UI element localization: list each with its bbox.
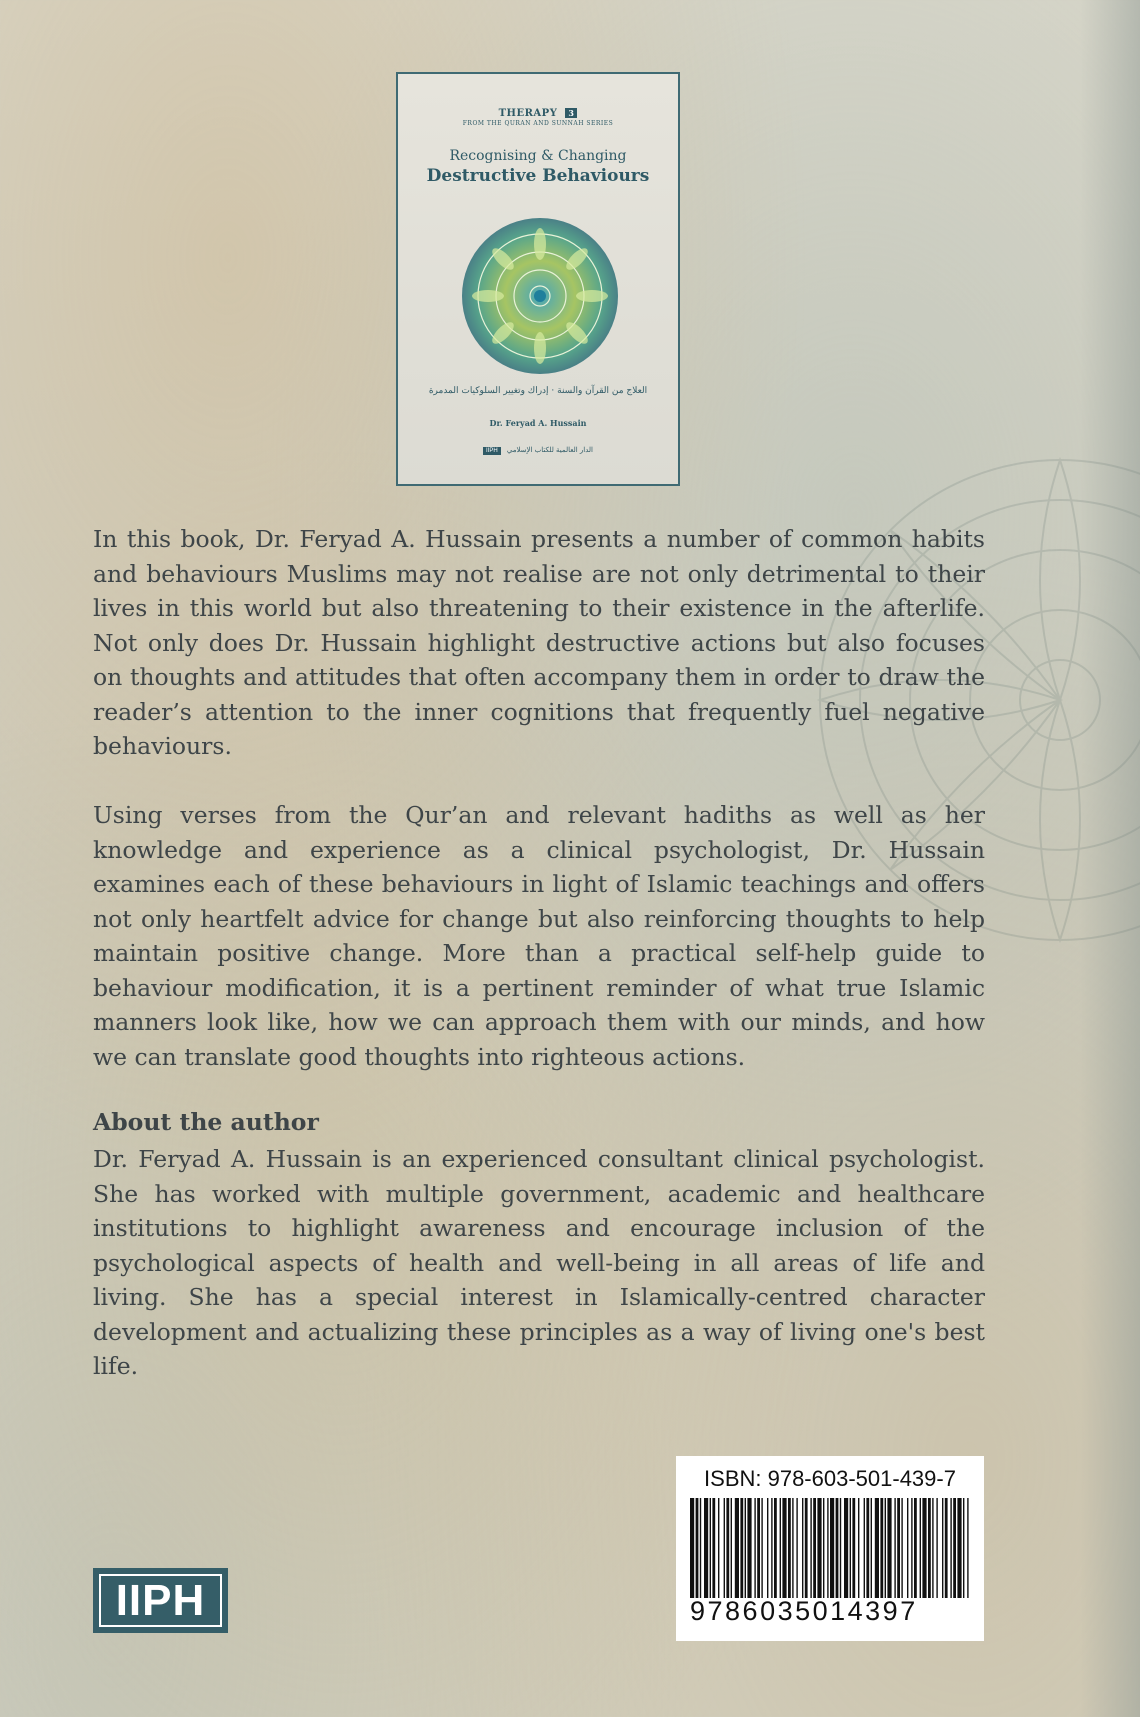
about-author-text: Dr. Feryad A. Hussain is an experienced consultant clinical psychologist. She has worked with multiple government, academic and healthcare institutions to highlight awareness and encourage inclusion of the psychological aspects of health and well-being in all areas of life and living. She has a special interest in Islamically-centred character development and actualizing these principles as a way of living one's best life. (93, 1145, 985, 1380)
barcode-bar (747, 1498, 751, 1598)
barcode-bar (788, 1498, 791, 1598)
barcode-bar (767, 1498, 768, 1598)
barcode-bar (718, 1498, 719, 1598)
barcode-bar (836, 1498, 839, 1598)
barcode-bar (932, 1498, 933, 1598)
barcode-bar (901, 1498, 902, 1598)
barcode-bar (813, 1498, 816, 1598)
barcode-bar (710, 1498, 711, 1598)
description-paragraph-1: In this book, Dr. Feryad A. Hussain presents a number of common habits and behaviours Muslims may not realise are not only detrimental to their lives in this world but also threatening to their existence in the afterlife. Not only does Dr. Hussain highlight destructive actions but also focuses on thoughts and attitudes that often accompany them in order to draw the reader’s attention to the inner cognitions that frequently fuel negative behaviours. (93, 525, 985, 760)
barcode-bar (724, 1498, 725, 1598)
barcode-bar (817, 1498, 821, 1598)
barcode-bar (745, 1498, 746, 1598)
barcode-bar (858, 1498, 859, 1598)
barcode-bar (871, 1498, 872, 1598)
barcode-bar (844, 1498, 848, 1598)
barcode-icon (690, 1498, 970, 1598)
barcode-bar (754, 1498, 755, 1598)
isbn-barcode-box (676, 1456, 984, 1641)
barcode-bar (866, 1498, 869, 1598)
barcode-bar (712, 1498, 715, 1598)
barcode-bar (963, 1498, 964, 1598)
barcode-bar (802, 1498, 803, 1598)
barcode-bar (810, 1498, 811, 1598)
barcode-bar (911, 1498, 912, 1598)
cover-arabic-title: العلاج من القرآن والسنة · إدراك وتغيير السلوكيات المدمرة (428, 386, 648, 396)
barcode-bar (796, 1498, 797, 1598)
barcode-bar (740, 1498, 743, 1598)
barcode-bar (805, 1498, 808, 1598)
barcode-bar (757, 1498, 760, 1598)
barcode-bar (864, 1498, 865, 1598)
cover-author: Dr. Feryad A. Hussain (489, 418, 587, 428)
barcode-bar (774, 1498, 777, 1598)
front-cover-thumbnail (396, 72, 680, 486)
description-paragraph-2: Using verses from the Qur’an and relevant hadiths as well as her knowledge and experience as a clinical psychologist, Dr. Hussain examines each of these behaviours in light of Islamic teachings and offers not only heartfelt advice for change but also reinforcing thoughts to help maintain positive change. More than a practical self-help guide to behaviour modification, it is a pertinent reminder of what true Islamic manners look like, how we can approach them with our minds, and how we can translate good thoughts into righteous actions. (93, 801, 985, 1071)
barcode-bar (830, 1498, 834, 1598)
cover-series-number: 3 (565, 108, 577, 118)
barcode-bar (735, 1498, 739, 1598)
barcode-bar (957, 1498, 961, 1598)
barcode-bar (880, 1498, 883, 1598)
barcode-bar (726, 1498, 729, 1598)
barcode-digits: 9786035014397 (690, 1596, 918, 1626)
barcode-bar (942, 1498, 943, 1598)
barcode-bar (950, 1498, 951, 1598)
barcode-bar (700, 1498, 701, 1598)
about-author-heading: About the author (93, 1108, 319, 1136)
isbn-label: ISBN: 978-603-501-439-7 (704, 1466, 956, 1491)
barcode-bar (850, 1498, 851, 1598)
barcode-bar (928, 1498, 931, 1598)
barcode-bar (840, 1498, 841, 1598)
barcode-bar (887, 1498, 891, 1598)
barcode-bar (936, 1498, 937, 1598)
barcode-bar (731, 1498, 732, 1598)
iiph-logo: IIPH (93, 1568, 228, 1633)
cover-series-sub: FROM THE QURAN AND SUNNAH SERIES (462, 120, 614, 127)
barcode-bar (771, 1498, 772, 1598)
cover-mandala-icon (458, 214, 622, 378)
barcode-bar (761, 1498, 762, 1598)
barcode-bar (792, 1498, 793, 1598)
cover-publisher-arabic: الدار العالمية للكتاب الإسلامي (506, 446, 593, 454)
barcode-bar (704, 1498, 708, 1598)
barcode-bar (852, 1498, 855, 1598)
barcode-bar (782, 1498, 786, 1598)
barcode-bar (894, 1498, 895, 1598)
barcode-bar (907, 1498, 908, 1598)
barcode-bar (967, 1498, 968, 1598)
barcode-bar (690, 1498, 694, 1598)
cover-publisher (398, 446, 678, 455)
barcode-bar (885, 1498, 886, 1598)
cover-subtitle: Recognising & Changing (449, 148, 627, 164)
barcode-bar (827, 1498, 828, 1598)
barcode-bar (953, 1498, 956, 1598)
barcode-bar (897, 1498, 900, 1598)
barcode-bar (914, 1498, 917, 1598)
cover-series-title (398, 108, 678, 127)
barcode-bar (920, 1498, 921, 1598)
cover-series-name: THERAPY (498, 108, 558, 119)
barcode-bar (823, 1498, 824, 1598)
barcode-bar (875, 1498, 879, 1598)
barcode-bar (945, 1498, 948, 1598)
barcode-bar (780, 1498, 781, 1598)
cover-publisher-mark: IIPH (483, 447, 501, 455)
barcode-bar (696, 1498, 699, 1598)
barcode-bar (922, 1498, 926, 1598)
cover-title: Destructive Behaviours (426, 166, 650, 186)
